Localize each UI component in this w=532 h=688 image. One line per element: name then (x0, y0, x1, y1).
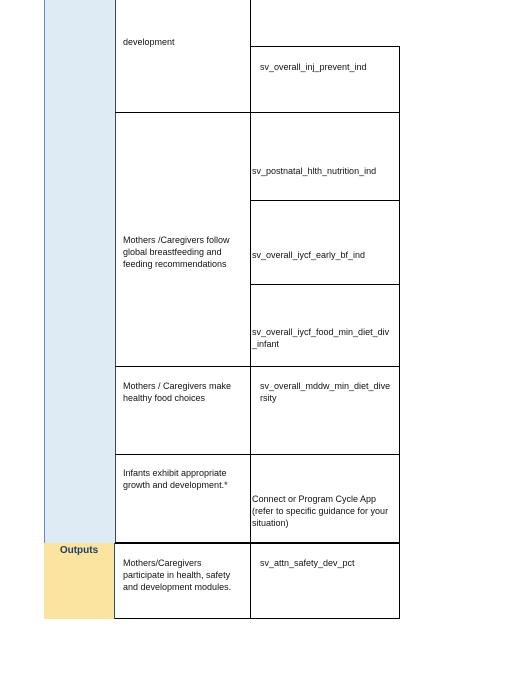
indicator-text-program-cycle: Connect or Program Cycle App (refer to specific guidance for your situation) (252, 494, 389, 528)
indicator-cell-postnatal (251, 113, 400, 201)
indicator-text-safety-dev: sv_attn_safety_dev_pct (260, 558, 355, 568)
result-text-development: development (123, 37, 175, 47)
output-level-column (44, 543, 115, 619)
indicator-cell-early-bf (251, 201, 400, 285)
indicator-cell-min-diet-div (251, 285, 400, 367)
indicator-text-postnatal: sv_postnatal_hlth_nutrition_ind (252, 166, 377, 176)
result-cell-modules (115, 543, 251, 619)
result-text-modules: Mothers/Caregivers participate in health, safety and development modules. (123, 558, 232, 592)
indicator-cell-safety-dev (251, 543, 400, 619)
result-text-growth: Infants exhibit appropriate growth and development.* (123, 468, 228, 490)
result-cell-development (115, 0, 251, 113)
result-text-food-choices: Mothers / Caregivers make healthy food choices (123, 381, 232, 403)
result-text-breastfeeding: Mothers /Caregivers follow global breastfeeding and feeding recommendations (123, 235, 230, 269)
result-cell-growth (115, 455, 251, 543)
indicator-cell-mddw (251, 367, 400, 455)
result-cell-food-choices (115, 367, 251, 455)
indicator-text-inj-prevent: sv_overall_inj_prevent_ind (260, 62, 367, 72)
outputs-label: Outputs (59, 545, 99, 556)
result-cell-breastfeeding (115, 113, 251, 367)
indicator-text-min-diet-div: sv_overall_iycf_food_min_diet_div _infant (252, 327, 390, 349)
indicator-cell-inj-prevent (251, 47, 400, 113)
indicator-text-early-bf: sv_overall_iycf_early_bf_ind (252, 250, 366, 260)
indicator-cell-program-cycle (251, 455, 400, 543)
indicator-text-mddw: sv_overall_mddw_min_diet_dive rsity (260, 381, 391, 403)
outcome-level-column (44, 0, 116, 543)
